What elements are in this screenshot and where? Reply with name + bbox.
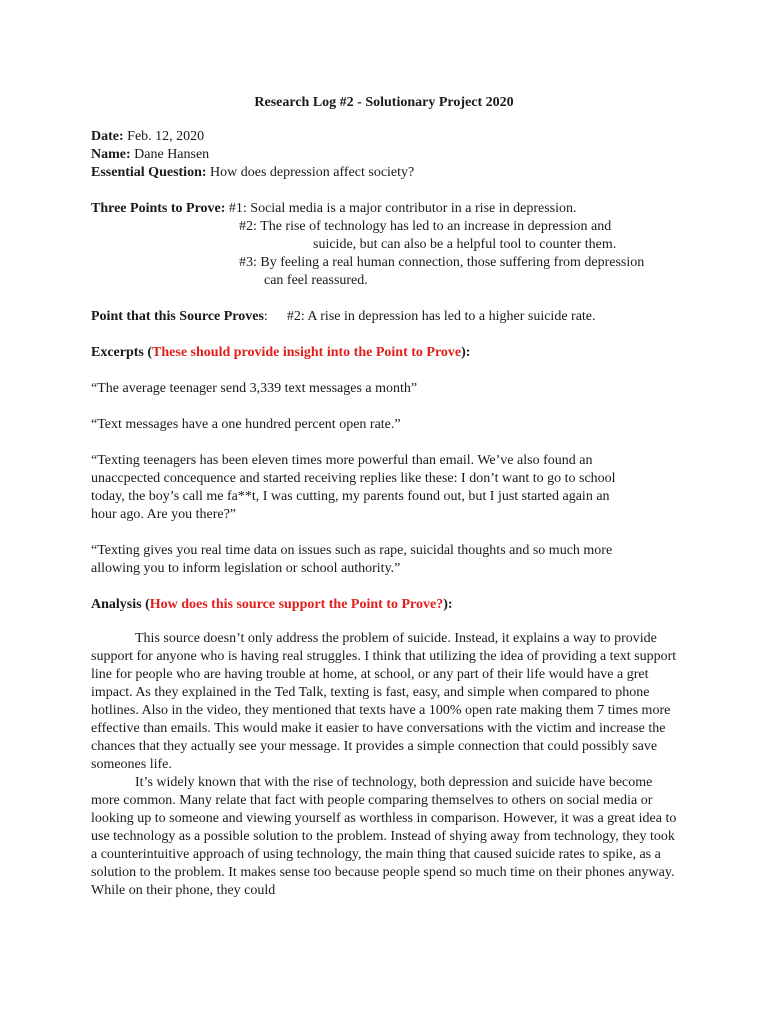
analysis-paragraph-2: It’s widely known that with the rise of technology, both depression and suicide have become more common. Many relate that fact with people comparing themselves to others on social media or looking up to someone and viewing yourself as worthless in comparison. However, it was a great idea to use technology as a possible solution to the problem. Instead of shying away from technology, they took a counterintuitive approach of using technology, the main thing that caused suicide rates to spike, as a solution to the problem. It makes sense too because people spend so much time on their phones anyway. While on their phone, they could bbox=[91, 775, 677, 898]
point-1-line bbox=[91, 200, 691, 218]
header-info bbox=[91, 128, 691, 182]
excerpt-3-line: hour ago. Are you there?” bbox=[91, 507, 236, 522]
date-value: Feb. 12, 2020 bbox=[127, 129, 205, 144]
excerpt-3 bbox=[91, 452, 691, 524]
excerpt-4 bbox=[91, 542, 691, 578]
points-label: Three Points to Prove: bbox=[91, 201, 226, 216]
date-line bbox=[91, 128, 691, 146]
point-3-line-b: can feel reassured. bbox=[264, 273, 368, 288]
analysis-body bbox=[91, 630, 681, 900]
excerpts-close: ): bbox=[461, 345, 471, 360]
question-label: Essential Question: bbox=[91, 165, 207, 180]
date-label: Date: bbox=[91, 129, 124, 144]
name-line bbox=[91, 146, 691, 164]
excerpts-hint: These should provide insight into the Point to Prove bbox=[152, 345, 462, 360]
point-3-line-a: #3: By feeling a real human connection, those suffering from depression bbox=[239, 255, 645, 270]
analysis-heading bbox=[91, 596, 691, 614]
name-label: Name: bbox=[91, 147, 131, 162]
points-to-prove bbox=[91, 200, 691, 290]
excerpt-4-line: allowing you to inform legislation or school authority.” bbox=[91, 561, 401, 576]
point-2-line-b: suicide, but can also be a helpful tool to counter them. bbox=[313, 237, 617, 252]
point-2-line-a: #2: The rise of technology has led to an increase in depression and bbox=[239, 219, 612, 234]
analysis-hint: How does this source support the Point to Prove? bbox=[149, 597, 444, 612]
analysis-paragraph-1: This source doesn’t only address the problem of suicide. Instead, it explains a way to provide support for anyone who is having real struggles. I think that utilizing the idea of providing a text support line for people who are having trouble at home, at school, or any part of their life would have a gret impact. As they explained in the Ted Talk, texting is fast, easy, and simple when compared to phone hotlines. Also in the video, they mentioned that texts have a 100% open rate making them 7 times more effective than emails. This would make it easier to have conversations with the victim and increase the chances that they actually see your message. It provides a simple connection that could possibly save someones life. bbox=[91, 631, 677, 772]
excerpt-3-line: “Texting teenagers has been eleven times more powerful than email. We’ve also found an bbox=[91, 453, 593, 468]
point-1: #1: Social media is a major contributor in a rise in depression. bbox=[228, 201, 577, 216]
source-point-label: Point that this Source Proves bbox=[91, 309, 264, 324]
source-point-value: #2: A rise in depression has led to a higher suicide rate. bbox=[286, 309, 596, 324]
excerpts-heading bbox=[91, 344, 691, 362]
analysis-close: ): bbox=[443, 597, 453, 612]
document-title: Research Log #2 - Solutionary Project 2020 bbox=[254, 95, 514, 110]
excerpt-2: “Text messages have a one hundred percent open rate.” bbox=[91, 417, 401, 432]
source-point-colon: : bbox=[263, 309, 268, 324]
analysis-label: Analysis ( bbox=[91, 597, 150, 612]
excerpt-4-line: “Texting gives you real time data on issues such as rape, suicidal thoughts and so much more bbox=[91, 543, 613, 558]
question-value: How does depression affect society? bbox=[210, 165, 415, 180]
source-point-line bbox=[91, 308, 691, 326]
name-value: Dane Hansen bbox=[134, 147, 210, 162]
question-line bbox=[91, 164, 691, 182]
excerpt-3-line: unaccpected concequence and started receiving replies like these: I don’t want to go to school bbox=[91, 471, 616, 486]
excerpt-1: “The average teenager send 3,339 text messages a month” bbox=[91, 381, 418, 396]
excerpt-3-line: today, the boy’s call me fa**t, I was cutting, my parents found out, but I just started again an bbox=[91, 489, 610, 504]
excerpts-label: Excerpts ( bbox=[91, 345, 153, 360]
